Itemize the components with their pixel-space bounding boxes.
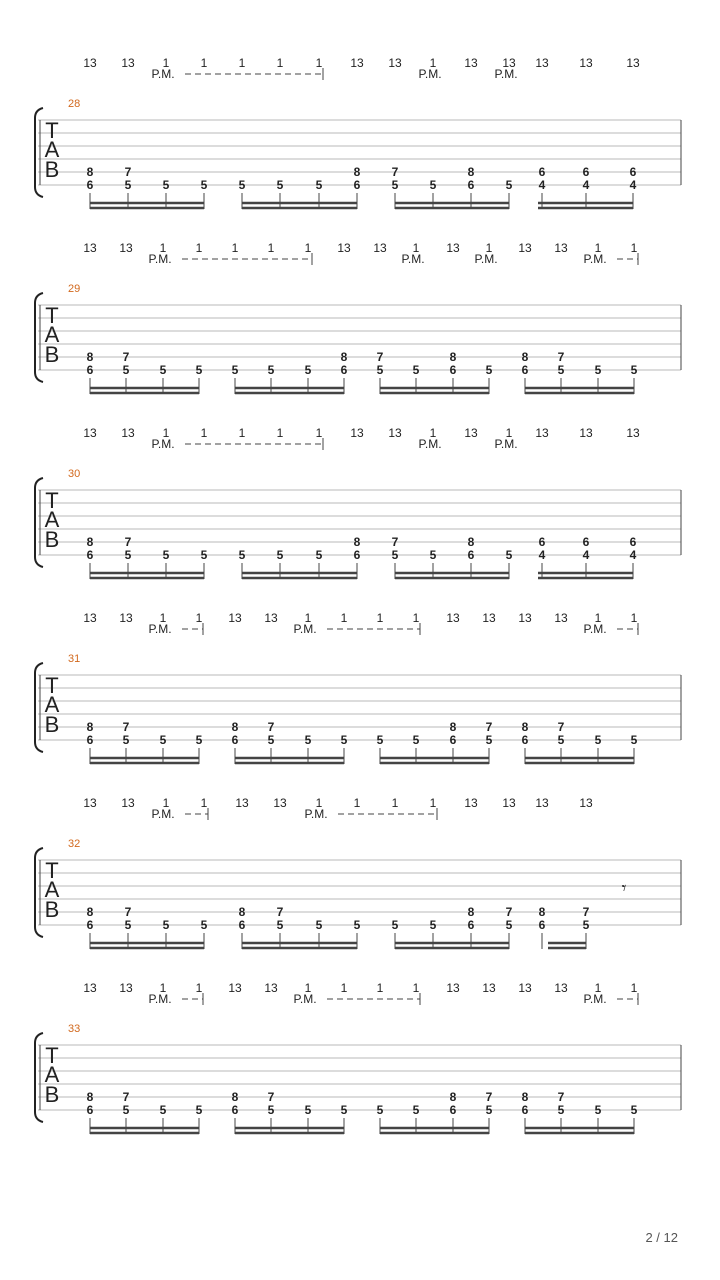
annotation-number: 13 <box>464 56 478 70</box>
annotation-number: 13 <box>119 611 133 625</box>
fret-number: 5 <box>429 178 437 192</box>
annotation-number: 13 <box>228 981 242 995</box>
fret-number: 5 <box>124 918 132 932</box>
annotation-number: 1 <box>200 796 208 810</box>
fret-number: 8 <box>340 350 348 364</box>
annotation-number: 1 <box>231 241 239 255</box>
tab-clef-letter: B <box>44 527 60 552</box>
annotation-number: 1 <box>630 981 638 995</box>
palm-mute-label: P.M. <box>151 807 175 821</box>
tab-clef-letter: A <box>44 1062 60 1087</box>
fret-number: 6 <box>521 1103 529 1117</box>
fret-number: 5 <box>195 733 203 747</box>
annotation-number: 1 <box>429 426 437 440</box>
fret-number: 5 <box>315 548 323 562</box>
annotation-number: 1 <box>630 241 638 255</box>
fret-number: 7 <box>376 350 384 364</box>
measure-number: 31 <box>68 653 81 665</box>
palm-mute-label: P.M. <box>418 67 442 81</box>
palm-mute-label: P.M. <box>494 437 518 451</box>
annotation-number: 13 <box>83 56 97 70</box>
annotation-number: 1 <box>238 426 246 440</box>
tab-clef-letter: T <box>45 118 59 143</box>
fret-number: 5 <box>159 363 167 377</box>
fret-number: 8 <box>86 720 94 734</box>
fret-number: 6 <box>86 178 94 192</box>
annotation-number: 1 <box>200 426 208 440</box>
annotation-number: 13 <box>83 611 97 625</box>
fret-number: 5 <box>391 918 399 932</box>
annotation-number: 13 <box>446 611 460 625</box>
fret-number: 5 <box>630 1103 638 1117</box>
fret-number: 5 <box>505 918 513 932</box>
annotation-number: 13 <box>554 981 568 995</box>
annotation-number: 13 <box>121 56 135 70</box>
annotation-number: 13 <box>83 796 97 810</box>
annotation-number: 13 <box>388 56 402 70</box>
annotation-number: 13 <box>518 611 532 625</box>
annotation-number: 13 <box>579 426 593 440</box>
annotation-number: 13 <box>119 241 133 255</box>
system-bracket <box>35 848 43 937</box>
annotation-number: 1 <box>162 56 170 70</box>
annotation-number: 13 <box>554 611 568 625</box>
fret-number: 8 <box>449 1090 457 1104</box>
fret-number: 8 <box>353 535 361 549</box>
fret-number: 8 <box>86 535 94 549</box>
annotation-number: 1 <box>315 56 323 70</box>
fret-number: 5 <box>557 1103 565 1117</box>
fret-number: 4 <box>582 178 590 192</box>
fret-number: 8 <box>467 905 475 919</box>
annotation-number: 1 <box>159 981 167 995</box>
system-bracket <box>35 1033 43 1122</box>
fret-number: 7 <box>267 1090 275 1104</box>
fret-number: 5 <box>162 548 170 562</box>
annotation-number: 13 <box>535 426 549 440</box>
annotation-number: 13 <box>579 56 593 70</box>
annotation-number: 1 <box>200 56 208 70</box>
fret-number: 6 <box>467 918 475 932</box>
palm-mute-label: P.M. <box>293 622 317 636</box>
fret-number: 8 <box>521 1090 529 1104</box>
fret-number: 5 <box>267 733 275 747</box>
fret-number: 8 <box>231 720 239 734</box>
annotation-number: 13 <box>502 56 516 70</box>
fret-number: 5 <box>340 733 348 747</box>
annotation-number: 13 <box>264 981 278 995</box>
fret-number: 6 <box>449 1103 457 1117</box>
annotation-number: 13 <box>228 611 242 625</box>
annotation-number: 1 <box>594 981 602 995</box>
fret-number: 8 <box>86 1090 94 1104</box>
fret-number: 5 <box>122 363 130 377</box>
palm-mute-label: P.M. <box>401 252 425 266</box>
annotation-number: 1 <box>195 241 203 255</box>
fret-number: 5 <box>485 363 493 377</box>
fret-number: 7 <box>557 720 565 734</box>
fret-number: 8 <box>86 165 94 179</box>
fret-number: 5 <box>304 363 312 377</box>
annotation-number: 13 <box>350 426 364 440</box>
fret-number: 6 <box>353 548 361 562</box>
fret-number: 5 <box>353 918 361 932</box>
fret-number: 8 <box>231 1090 239 1104</box>
fret-number: 5 <box>238 178 246 192</box>
fret-number: 6 <box>467 548 475 562</box>
palm-mute-label: P.M. <box>583 252 607 266</box>
annotation-number: 13 <box>626 426 640 440</box>
fret-number: 5 <box>315 178 323 192</box>
fret-number: 7 <box>391 165 399 179</box>
annotation-number: 1 <box>630 611 638 625</box>
palm-mute-label: P.M. <box>418 437 442 451</box>
annotation-number: 1 <box>505 426 513 440</box>
fret-number: 6 <box>521 363 529 377</box>
tab-clef-letter: T <box>45 1043 59 1068</box>
fret-number: 8 <box>467 535 475 549</box>
palm-mute-label: P.M. <box>151 437 175 451</box>
eighth-rest: 𝄾 <box>621 878 627 898</box>
fret-number: 8 <box>521 720 529 734</box>
measure-number: 28 <box>68 98 81 110</box>
fret-number: 6 <box>238 918 246 932</box>
fret-number: 5 <box>304 1103 312 1117</box>
fret-number: 5 <box>200 178 208 192</box>
fret-number: 5 <box>485 733 493 747</box>
fret-number: 8 <box>86 905 94 919</box>
fret-number: 6 <box>538 918 546 932</box>
annotation-number: 13 <box>482 981 496 995</box>
fret-number: 5 <box>412 733 420 747</box>
fret-number: 5 <box>124 548 132 562</box>
tab-clef-letter: A <box>44 692 60 717</box>
fret-number: 5 <box>376 1103 384 1117</box>
fret-number: 5 <box>159 1103 167 1117</box>
fret-number: 8 <box>449 350 457 364</box>
annotation-number: 1 <box>412 611 420 625</box>
fret-number: 6 <box>86 548 94 562</box>
fret-number: 7 <box>505 905 513 919</box>
tab-clef-letter: B <box>44 712 60 737</box>
palm-mute-label: P.M. <box>304 807 328 821</box>
fret-number: 5 <box>594 733 602 747</box>
annotation-number: 13 <box>464 796 478 810</box>
annotation-number: 1 <box>304 241 312 255</box>
fret-number: 5 <box>340 1103 348 1117</box>
annotation-number: 13 <box>337 241 351 255</box>
measure-number: 30 <box>68 468 81 480</box>
fret-number: 5 <box>594 1103 602 1117</box>
measure-number: 32 <box>68 838 81 850</box>
fret-number: 8 <box>538 905 546 919</box>
fret-number: 5 <box>594 363 602 377</box>
tab-clef-letter: B <box>44 897 60 922</box>
annotation-number: 13 <box>83 241 97 255</box>
system-bracket <box>35 108 43 197</box>
fret-number: 5 <box>231 363 239 377</box>
fret-number: 5 <box>267 363 275 377</box>
annotation-number: 1 <box>162 796 170 810</box>
fret-number: 5 <box>276 178 284 192</box>
annotation-number: 13 <box>264 611 278 625</box>
annotation-number: 13 <box>119 981 133 995</box>
palm-mute-label: P.M. <box>494 67 518 81</box>
fret-number: 5 <box>195 363 203 377</box>
system-bracket <box>35 663 43 752</box>
tab-clef-letter: T <box>45 673 59 698</box>
fret-number: 7 <box>267 720 275 734</box>
fret-number: 6 <box>231 733 239 747</box>
annotation-number: 1 <box>412 241 420 255</box>
tab-clef-letter: B <box>44 157 60 182</box>
annotation-number: 13 <box>464 426 478 440</box>
tab-clef-letter: T <box>45 488 59 513</box>
palm-mute-label: P.M. <box>148 622 172 636</box>
annotation-number: 1 <box>304 611 312 625</box>
tab-clef-letter: B <box>44 342 60 367</box>
fret-number: 7 <box>485 1090 493 1104</box>
annotation-number: 13 <box>535 56 549 70</box>
annotation-number: 13 <box>350 56 364 70</box>
annotation-number: 13 <box>446 981 460 995</box>
fret-number: 5 <box>122 733 130 747</box>
annotation-number: 1 <box>353 796 361 810</box>
fret-number: 5 <box>315 918 323 932</box>
fret-number: 5 <box>485 1103 493 1117</box>
fret-number: 5 <box>412 1103 420 1117</box>
fret-number: 7 <box>557 350 565 364</box>
annotation-number: 1 <box>315 796 323 810</box>
tab-clef-letter: T <box>45 303 59 328</box>
annotation-number: 1 <box>195 611 203 625</box>
fret-number: 6 <box>340 363 348 377</box>
annotation-number: 13 <box>502 796 516 810</box>
annotation-number: 13 <box>518 981 532 995</box>
annotation-number: 1 <box>195 981 203 995</box>
system-bracket <box>35 478 43 567</box>
fret-number: 8 <box>353 165 361 179</box>
fret-number: 4 <box>538 178 546 192</box>
palm-mute-label: P.M. <box>151 67 175 81</box>
fret-number: 5 <box>124 178 132 192</box>
annotation-number: 13 <box>373 241 387 255</box>
fret-number: 4 <box>538 548 546 562</box>
annotation-number: 13 <box>121 426 135 440</box>
fret-number: 5 <box>391 548 399 562</box>
annotation-number: 1 <box>485 241 493 255</box>
tab-clef-letter: T <box>45 858 59 883</box>
fret-number: 7 <box>122 720 130 734</box>
annotation-number: 13 <box>83 981 97 995</box>
fret-number: 5 <box>582 918 590 932</box>
annotation-number: 13 <box>535 796 549 810</box>
fret-number: 6 <box>449 363 457 377</box>
fret-number: 5 <box>376 733 384 747</box>
annotation-number: 1 <box>162 426 170 440</box>
fret-number: 6 <box>521 733 529 747</box>
annotation-number: 1 <box>267 241 275 255</box>
annotation-number: 1 <box>391 796 399 810</box>
annotation-number: 13 <box>626 56 640 70</box>
measure-number: 29 <box>68 283 81 295</box>
fret-number: 6 <box>582 165 590 179</box>
page-number: 2 / 12 <box>645 1230 678 1245</box>
fret-number: 8 <box>521 350 529 364</box>
annotation-number: 13 <box>273 796 287 810</box>
fret-number: 5 <box>162 178 170 192</box>
fret-number: 6 <box>629 535 637 549</box>
fret-number: 5 <box>412 363 420 377</box>
annotation-number: 1 <box>594 241 602 255</box>
fret-number: 5 <box>376 363 384 377</box>
annotation-number: 1 <box>238 56 246 70</box>
annotation-number: 1 <box>429 56 437 70</box>
annotation-number: 13 <box>518 241 532 255</box>
fret-number: 5 <box>267 1103 275 1117</box>
annotation-number: 13 <box>388 426 402 440</box>
annotation-number: 1 <box>315 426 323 440</box>
annotation-number: 1 <box>159 611 167 625</box>
fret-number: 6 <box>629 165 637 179</box>
fret-number: 5 <box>391 178 399 192</box>
fret-number: 6 <box>353 178 361 192</box>
fret-number: 6 <box>449 733 457 747</box>
annotation-number: 13 <box>554 241 568 255</box>
fret-number: 6 <box>86 363 94 377</box>
fret-number: 5 <box>429 548 437 562</box>
tab-clef-letter: A <box>44 507 60 532</box>
annotation-number: 13 <box>579 796 593 810</box>
fret-number: 7 <box>391 535 399 549</box>
fret-number: 5 <box>630 733 638 747</box>
fret-number: 5 <box>505 178 513 192</box>
annotation-number: 1 <box>276 426 284 440</box>
annotation-number: 13 <box>482 611 496 625</box>
fret-number: 5 <box>200 918 208 932</box>
annotation-number: 13 <box>235 796 249 810</box>
annotation-number: 1 <box>376 611 384 625</box>
fret-number: 6 <box>538 165 546 179</box>
tab-clef-letter: A <box>44 137 60 162</box>
fret-number: 5 <box>276 548 284 562</box>
fret-number: 6 <box>86 733 94 747</box>
fret-number: 7 <box>124 905 132 919</box>
annotation-number: 13 <box>83 426 97 440</box>
fret-number: 6 <box>538 535 546 549</box>
palm-mute-label: P.M. <box>148 252 172 266</box>
annotation-number: 1 <box>412 981 420 995</box>
fret-number: 5 <box>557 363 565 377</box>
palm-mute-label: P.M. <box>474 252 498 266</box>
fret-number: 8 <box>86 350 94 364</box>
fret-number: 7 <box>557 1090 565 1104</box>
fret-number: 8 <box>238 905 246 919</box>
annotation-number: 1 <box>340 981 348 995</box>
fret-number: 6 <box>582 535 590 549</box>
palm-mute-label: P.M. <box>583 992 607 1006</box>
annotation-number: 1 <box>594 611 602 625</box>
fret-number: 4 <box>582 548 590 562</box>
fret-number: 6 <box>86 1103 94 1117</box>
fret-number: 8 <box>449 720 457 734</box>
fret-number: 5 <box>429 918 437 932</box>
annotation-number: 1 <box>429 796 437 810</box>
tab-clef-letter: B <box>44 1082 60 1107</box>
fret-number: 5 <box>159 733 167 747</box>
annotation-number: 1 <box>340 611 348 625</box>
palm-mute-label: P.M. <box>583 622 607 636</box>
fret-number: 8 <box>467 165 475 179</box>
system-bracket <box>35 293 43 382</box>
fret-number: 7 <box>485 720 493 734</box>
palm-mute-label: P.M. <box>148 992 172 1006</box>
fret-number: 6 <box>467 178 475 192</box>
fret-number: 7 <box>124 165 132 179</box>
measure-number: 33 <box>68 1023 81 1035</box>
annotation-number: 13 <box>446 241 460 255</box>
fret-number: 6 <box>231 1103 239 1117</box>
fret-number: 5 <box>276 918 284 932</box>
fret-number: 4 <box>629 548 637 562</box>
fret-number: 7 <box>124 535 132 549</box>
annotation-number: 1 <box>159 241 167 255</box>
fret-number: 5 <box>122 1103 130 1117</box>
fret-number: 7 <box>122 1090 130 1104</box>
fret-number: 4 <box>629 178 637 192</box>
fret-number: 5 <box>200 548 208 562</box>
fret-number: 5 <box>505 548 513 562</box>
fret-number: 5 <box>557 733 565 747</box>
tab-clef-letter: A <box>44 877 60 902</box>
annotation-number: 1 <box>304 981 312 995</box>
fret-number: 5 <box>162 918 170 932</box>
tab-clef-letter: A <box>44 322 60 347</box>
annotation-number: 1 <box>276 56 284 70</box>
fret-number: 5 <box>630 363 638 377</box>
fret-number: 5 <box>238 548 246 562</box>
fret-number: 6 <box>86 918 94 932</box>
fret-number: 7 <box>582 905 590 919</box>
palm-mute-label: P.M. <box>293 992 317 1006</box>
annotation-number: 13 <box>121 796 135 810</box>
fret-number: 7 <box>122 350 130 364</box>
fret-number: 7 <box>276 905 284 919</box>
annotation-number: 1 <box>376 981 384 995</box>
fret-number: 5 <box>304 733 312 747</box>
fret-number: 5 <box>195 1103 203 1117</box>
